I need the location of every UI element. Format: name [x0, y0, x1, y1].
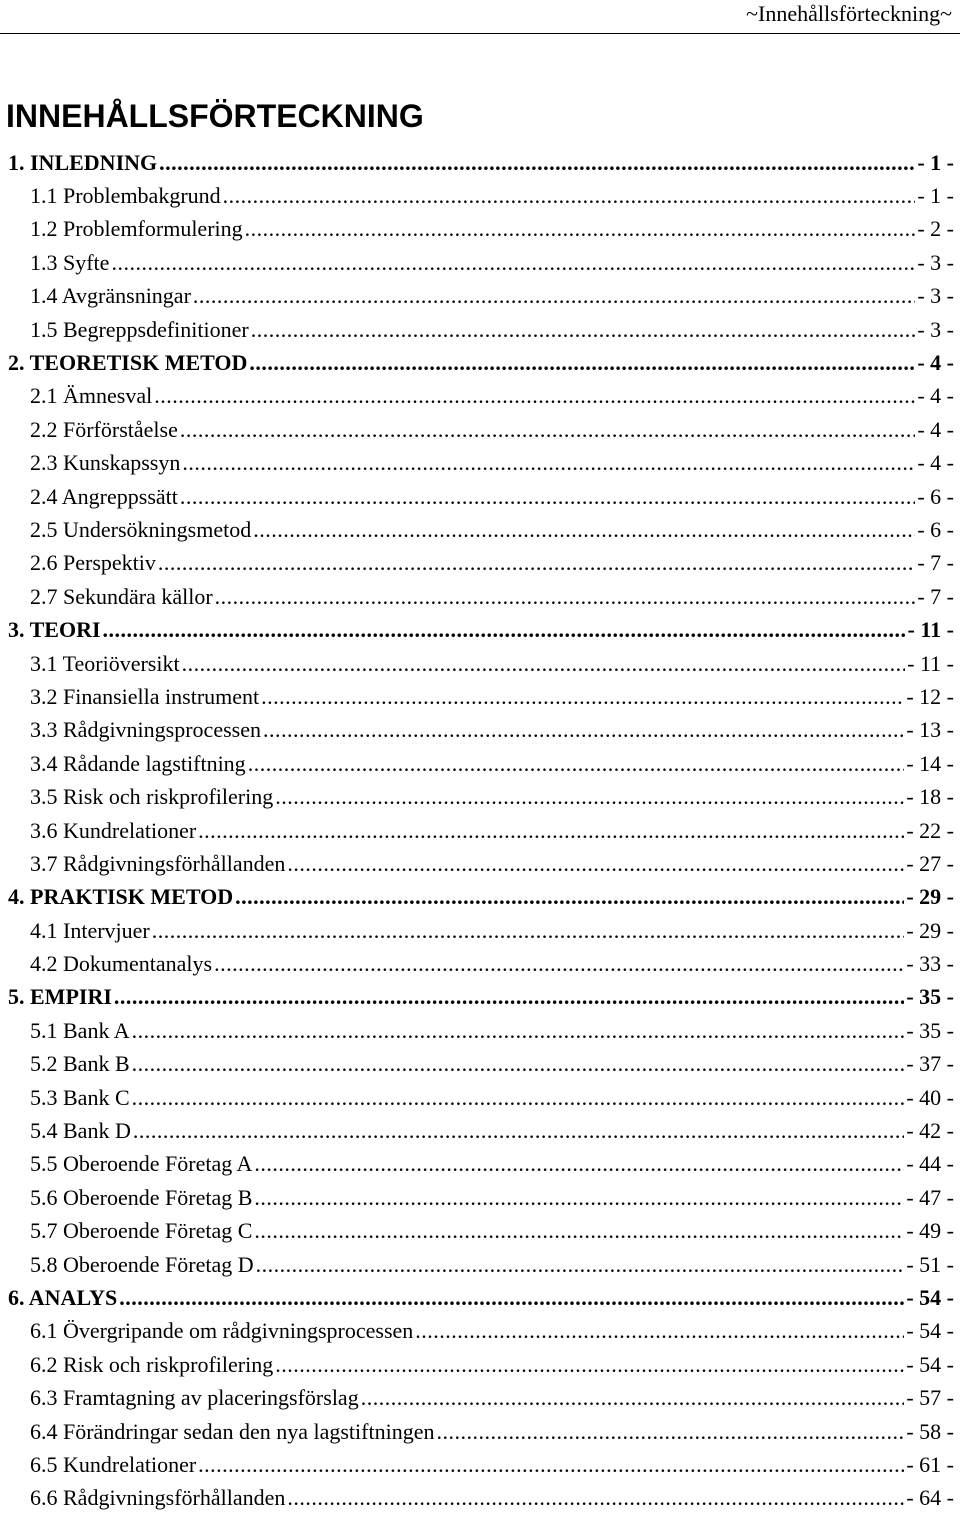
toc-section-entry[interactable]: [0, 680, 960, 713]
toc-entry-page-number: - 6 -: [917, 483, 954, 509]
toc-entry-label: 1.3 Syfte: [30, 249, 110, 275]
toc-entry-page-number: - 7 -: [917, 550, 954, 576]
toc-section-entry[interactable]: [0, 814, 960, 847]
toc-entry-label: 2.3 Kunskapssyn: [30, 450, 181, 476]
toc-entry-label: 5.5 Oberoende Företag A: [30, 1151, 253, 1177]
toc-entry-page-number: - 64 -: [906, 1485, 954, 1511]
toc-entry-label: 5.4 Bank D: [30, 1118, 131, 1144]
toc-section-entry[interactable]: [0, 914, 960, 947]
toc-entry-page-number: - 44 -: [906, 1151, 954, 1177]
toc-dot-leader: [275, 783, 904, 811]
toc-chapter-entry[interactable]: [0, 146, 960, 179]
toc-dot-leader: [235, 883, 904, 911]
toc-entry-label: 5. EMPIRI: [8, 984, 112, 1010]
toc-dot-leader: [111, 249, 915, 277]
toc-dot-leader: [254, 1150, 904, 1178]
toc-dot-leader: [180, 483, 915, 511]
toc-dot-leader: [132, 1017, 905, 1045]
toc-dot-leader: [275, 1351, 904, 1379]
toc-section-entry[interactable]: [0, 547, 960, 580]
toc-entry-label: 3. TEORI: [8, 617, 101, 643]
toc-entry-page-number: - 27 -: [906, 850, 954, 876]
toc-entry-label: 5.7 Oberoende Företag C: [30, 1218, 253, 1244]
toc-entry-label: 2.1 Ämnesval: [30, 383, 153, 409]
toc-entry-page-number: - 54 -: [906, 1284, 954, 1310]
toc-entry-label: 6.1 Övergripande om rådgivningsprocessen: [30, 1318, 414, 1344]
toc-chapter-entry[interactable]: [0, 981, 960, 1014]
toc-section-entry[interactable]: [0, 747, 960, 780]
toc-entry-label: 4. PRAKTISK METOD: [8, 884, 234, 910]
toc-section-entry[interactable]: [0, 513, 960, 546]
toc-entry-page-number: - 3 -: [917, 249, 954, 275]
toc-entry-page-number: - 6 -: [917, 516, 954, 542]
toc-dot-leader: [114, 983, 904, 1011]
toc-entry-label: 5.1 Bank A: [30, 1017, 130, 1043]
toc-chapter-entry[interactable]: [0, 613, 960, 646]
toc-section-entry[interactable]: [0, 1081, 960, 1114]
toc-entry-page-number: - 3 -: [917, 283, 954, 309]
toc-dot-leader: [193, 282, 915, 310]
toc-entry-page-number: - 33 -: [906, 951, 954, 977]
toc-section-entry[interactable]: [0, 780, 960, 813]
toc-section-entry[interactable]: [0, 847, 960, 880]
toc-entry-label: 1.5 Begreppsdefinitioner: [30, 316, 249, 342]
toc-dot-leader: [254, 1217, 904, 1245]
toc-entry-page-number: - 12 -: [906, 683, 954, 709]
toc-chapter-entry[interactable]: [0, 346, 960, 379]
toc-entry-label: 3.1 Teoriöversikt: [30, 650, 180, 676]
toc-entry-page-number: - 7 -: [917, 583, 954, 609]
toc-entry-label: 1.2 Problemformulering: [30, 216, 243, 242]
toc-entry-label: 2.7 Sekundära källor: [30, 583, 213, 609]
toc-dot-leader: [261, 683, 904, 711]
toc-section-entry[interactable]: [0, 1181, 960, 1214]
toc-section-entry[interactable]: [0, 1114, 960, 1147]
toc-section-entry[interactable]: [0, 1482, 960, 1515]
toc-entry-page-number: - 4 -: [917, 416, 954, 442]
toc-section-entry[interactable]: [0, 246, 960, 279]
toc-entry-label: 5.3 Bank C: [30, 1084, 130, 1110]
table-of-contents: [0, 146, 960, 1515]
toc-entry-page-number: - 18 -: [906, 784, 954, 810]
toc-entry-page-number: - 11 -: [907, 650, 954, 676]
toc-dot-leader: [223, 182, 916, 210]
toc-entry-label: 6.4 Förändringar sedan den nya lagstiftningen: [30, 1418, 435, 1444]
toc-dot-leader: [251, 316, 916, 344]
toc-entry-label: 6.6 Rådgivningsförhållanden: [30, 1485, 286, 1511]
toc-entry-page-number: - 3 -: [917, 316, 954, 342]
toc-dot-leader: [253, 516, 915, 544]
toc-dot-leader: [361, 1384, 905, 1412]
toc-dot-leader: [198, 1451, 904, 1479]
toc-section-entry[interactable]: [0, 1381, 960, 1414]
toc-entry-page-number: - 1 -: [917, 183, 954, 209]
toc-entry-page-number: - 37 -: [906, 1051, 954, 1077]
toc-dot-leader: [249, 349, 915, 377]
toc-dot-leader: [245, 215, 916, 243]
toc-entry-page-number: - 22 -: [906, 817, 954, 843]
toc-entry-label: 3.7 Rådgivningsförhållanden: [30, 850, 286, 876]
toc-entry-page-number: - 42 -: [906, 1118, 954, 1144]
toc-entry-label: 6.2 Risk och riskprofilering: [30, 1351, 274, 1377]
toc-entry-label: 1.4 Avgränsningar: [30, 283, 191, 309]
toc-entry-label: 5.8 Oberoende Företag D: [30, 1251, 254, 1277]
toc-section-entry[interactable]: [0, 1248, 960, 1281]
toc-section-entry[interactable]: [0, 1014, 960, 1047]
toc-dot-leader: [182, 650, 906, 678]
running-header-title: ~Innehållsförteckning~: [746, 1, 952, 26]
toc-entry-page-number: - 57 -: [906, 1385, 954, 1411]
toc-entry-label: 4.2 Dokumentanalys: [30, 951, 213, 977]
toc-entry-label: 5.2 Bank B: [30, 1051, 130, 1077]
toc-entry-label: 5.6 Oberoende Företag B: [30, 1184, 253, 1210]
toc-entry-page-number: - 40 -: [906, 1084, 954, 1110]
toc-dot-leader: [415, 1317, 904, 1345]
toc-section-entry[interactable]: [0, 413, 960, 446]
toc-entry-label: 3.2 Finansiella instrument: [30, 683, 260, 709]
header-divider: [0, 33, 960, 34]
toc-dot-leader: [159, 149, 915, 177]
toc-entry-page-number: - 14 -: [906, 750, 954, 776]
toc-entry-page-number: - 4 -: [917, 450, 954, 476]
toc-entry-label: 2.5 Undersökningsmetod: [30, 516, 252, 542]
toc-dot-leader: [287, 1484, 904, 1512]
toc-entry-page-number: - 2 -: [917, 216, 954, 242]
toc-entry-page-number: - 35 -: [906, 1017, 954, 1043]
toc-section-entry[interactable]: [0, 380, 960, 413]
toc-section-entry[interactable]: [0, 714, 960, 747]
toc-entry-page-number: - 29 -: [906, 884, 954, 910]
toc-section-entry[interactable]: [0, 947, 960, 980]
toc-section-entry[interactable]: [0, 1348, 960, 1381]
toc-dot-leader: [198, 817, 904, 845]
toc-dot-leader: [248, 750, 905, 778]
toc-dot-leader: [263, 716, 904, 744]
toc-dot-leader: [214, 950, 904, 978]
toc-dot-leader: [287, 850, 904, 878]
toc-entry-page-number: - 4 -: [917, 350, 954, 376]
toc-section-entry[interactable]: [0, 480, 960, 513]
toc-section-entry[interactable]: [0, 1315, 960, 1348]
toc-section-entry[interactable]: [0, 580, 960, 613]
toc-section-entry[interactable]: [0, 1048, 960, 1081]
toc-entry-page-number: - 47 -: [906, 1184, 954, 1210]
toc-entry-page-number: - 61 -: [906, 1451, 954, 1477]
toc-entry-label: 2.6 Perspektiv: [30, 550, 156, 576]
toc-section-entry[interactable]: [0, 1148, 960, 1181]
toc-dot-leader: [256, 1251, 905, 1279]
toc-section-entry[interactable]: [0, 1448, 960, 1481]
toc-section-entry[interactable]: [0, 1415, 960, 1448]
toc-dot-leader: [254, 1184, 904, 1212]
toc-entry-page-number: - 54 -: [906, 1351, 954, 1377]
toc-section-entry[interactable]: [0, 213, 960, 246]
toc-entry-label: 2. TEORETISK METOD: [8, 350, 248, 376]
toc-section-entry[interactable]: [0, 647, 960, 680]
toc-section-entry[interactable]: [0, 179, 960, 212]
toc-dot-leader: [103, 616, 906, 644]
toc-entry-page-number: - 35 -: [906, 984, 954, 1010]
toc-entry-label: 2.4 Angreppssätt: [30, 483, 178, 509]
toc-dot-leader: [133, 1117, 905, 1145]
toc-dot-leader: [119, 1284, 904, 1312]
toc-chapter-entry[interactable]: [0, 881, 960, 914]
toc-entry-label: 3.6 Kundrelationer: [30, 817, 197, 843]
toc-dot-leader: [132, 1084, 905, 1112]
toc-entry-page-number: - 54 -: [906, 1318, 954, 1344]
toc-dot-leader: [182, 449, 915, 477]
toc-entry-page-number: - 11 -: [907, 617, 954, 643]
toc-entry-label: 3.5 Risk och riskprofilering: [30, 784, 274, 810]
toc-section-entry[interactable]: [0, 1215, 960, 1248]
toc-entry-label: 6. ANALYS: [8, 1284, 118, 1310]
toc-section-entry[interactable]: [0, 447, 960, 480]
toc-entry-label: 1.1 Problembakgrund: [30, 183, 221, 209]
toc-entry-page-number: - 1 -: [917, 149, 954, 175]
toc-dot-leader: [132, 1050, 905, 1078]
toc-entry-page-number: - 51 -: [906, 1251, 954, 1277]
toc-dot-leader: [154, 382, 915, 410]
running-header: [0, 0, 960, 33]
toc-entry-page-number: - 49 -: [906, 1218, 954, 1244]
toc-entry-label: 4.1 Intervjuer: [30, 917, 150, 943]
toc-entry-label: 2.2 Förförståelse: [30, 416, 178, 442]
toc-dot-leader: [180, 416, 915, 444]
toc-entry-page-number: - 58 -: [906, 1418, 954, 1444]
toc-dot-leader: [436, 1418, 904, 1446]
toc-dot-leader: [215, 583, 916, 611]
toc-section-entry[interactable]: [0, 313, 960, 346]
toc-entry-label: 3.3 Rådgivningsprocessen: [30, 717, 261, 743]
toc-entry-page-number: - 4 -: [917, 383, 954, 409]
toc-entry-label: 1. INLEDNING: [8, 149, 158, 175]
toc-entry-label: 6.3 Framtagning av placeringsförslag: [30, 1385, 359, 1411]
toc-dot-leader: [152, 917, 905, 945]
document-title: INNEHÅLLSFÖRTECKNING: [6, 98, 424, 134]
toc-entry-page-number: - 13 -: [906, 717, 954, 743]
toc-entry-label: 6.5 Kundrelationer: [30, 1451, 197, 1477]
toc-section-entry[interactable]: [0, 280, 960, 313]
toc-dot-leader: [158, 549, 915, 577]
toc-entry-label: 3.4 Rådande lagstiftning: [30, 750, 246, 776]
toc-entry-page-number: - 29 -: [906, 917, 954, 943]
toc-chapter-entry[interactable]: [0, 1281, 960, 1314]
